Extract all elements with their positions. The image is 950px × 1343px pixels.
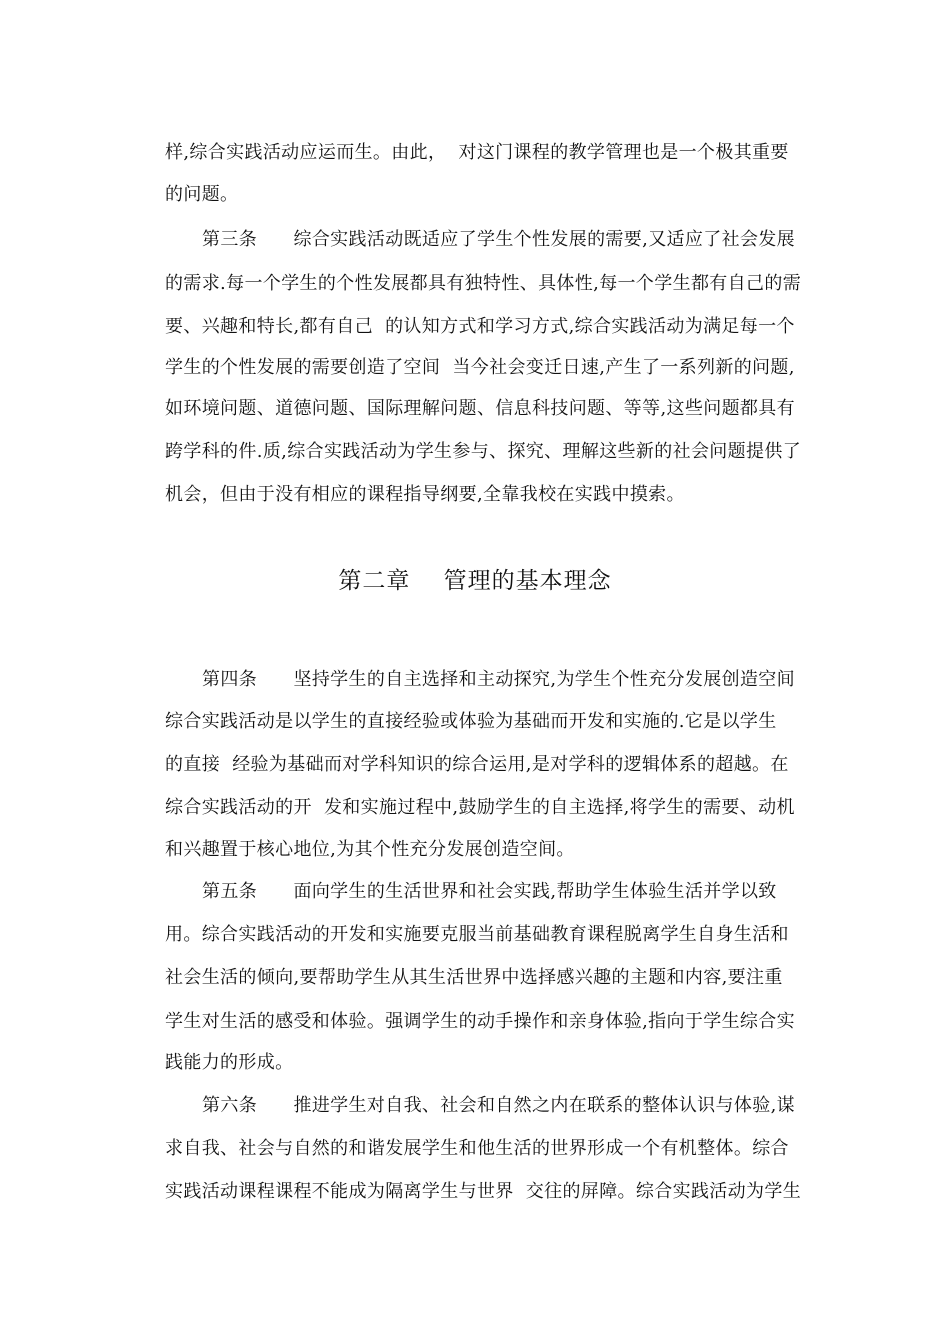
paragraph-line: 的需求.每一个学生的个性发展都具有独特性、具体性,每一个学生都有自己的需: [165, 273, 802, 294]
paragraph-line: 要、兴趣和特长,都有自己 的认知方式和学习方式,综合实践活动为满足每一个: [165, 316, 795, 337]
paragraph-line: 学生对生活的感受和体验。强调学生的动手操作和亲身体验,指向于学生综合实: [165, 1011, 795, 1032]
article-3-heading-line: 第三条 综合实践活动既适应了学生个性发展的需要,又适应了社会发展: [202, 229, 795, 250]
paragraph-line: 践能力的形成。: [165, 1052, 294, 1073]
paragraph-line: 用。综合实践活动的开发和实施要克服当前基础教育课程脱离学生自身生活和: [165, 924, 789, 945]
paragraph-line: 社会生活的倾向,要帮助学生从其生活世界中选择感兴趣的主题和内容,要注重: [165, 967, 783, 988]
paragraph-line: 的直接 经验为基础而对学科知识的综合运用,是对学科的逻辑体系的超越。在: [165, 754, 789, 775]
paragraph-line: 样,综合实践活动应运而生。由此， 对这门课程的教学管理也是一个极其重要: [165, 142, 789, 163]
paragraph-line: 机会，但由于没有相应的课程指导纲要,全靠我校在实践中摸索。: [165, 484, 685, 505]
paragraph-line: 综合实践活动是以学生的直接经验或体验为基础而开发和实施的.它是以学生: [165, 711, 777, 732]
chapter-title: 第二章 管理的基本理念: [338, 568, 612, 594]
paragraph-line: 求自我、社会与自然的和谐发展学生和他生活的世界形成一个有机整体。综合: [165, 1138, 789, 1159]
paragraph-line: 和兴趣置于核心地位,为其个性充分发展创造空间。: [165, 839, 575, 860]
article-5-heading-line: 第五条 面向学生的生活世界和社会实践,帮助学生体验生活并学以致: [202, 881, 777, 902]
paragraph-line: 跨学科的件.质,综合实践活动为学生参与、探究、理解这些新的社会问题提供了: [165, 441, 802, 462]
article-4-heading-line: 第四条 坚持学生的自主选择和主动探究,为学生个性充分发展创造空间: [202, 669, 795, 690]
paragraph-line: 综合实践活动的开 发和实施过程中,鼓励学生的自主选择,将学生的需要、动机: [165, 797, 795, 818]
paragraph-line: 实践活动课程课程不能成为隔离学生与世界 交往的屏障。综合实践活动为学生: [165, 1181, 802, 1202]
article-6-heading-line: 第六条 推进学生对自我、社会和自然之内在联系的整体认识与体验,谋: [202, 1095, 795, 1116]
paragraph-line: 如环境问题、道德问题、国际理解问题、信息科技问题、等等,这些问题都具有: [165, 398, 795, 419]
paragraph-line: 学生的个性发展的需要创造了空间 当今社会变迁日速,产生了一系列新的问题,: [165, 357, 795, 378]
paragraph-line: 的问题。: [165, 184, 239, 205]
